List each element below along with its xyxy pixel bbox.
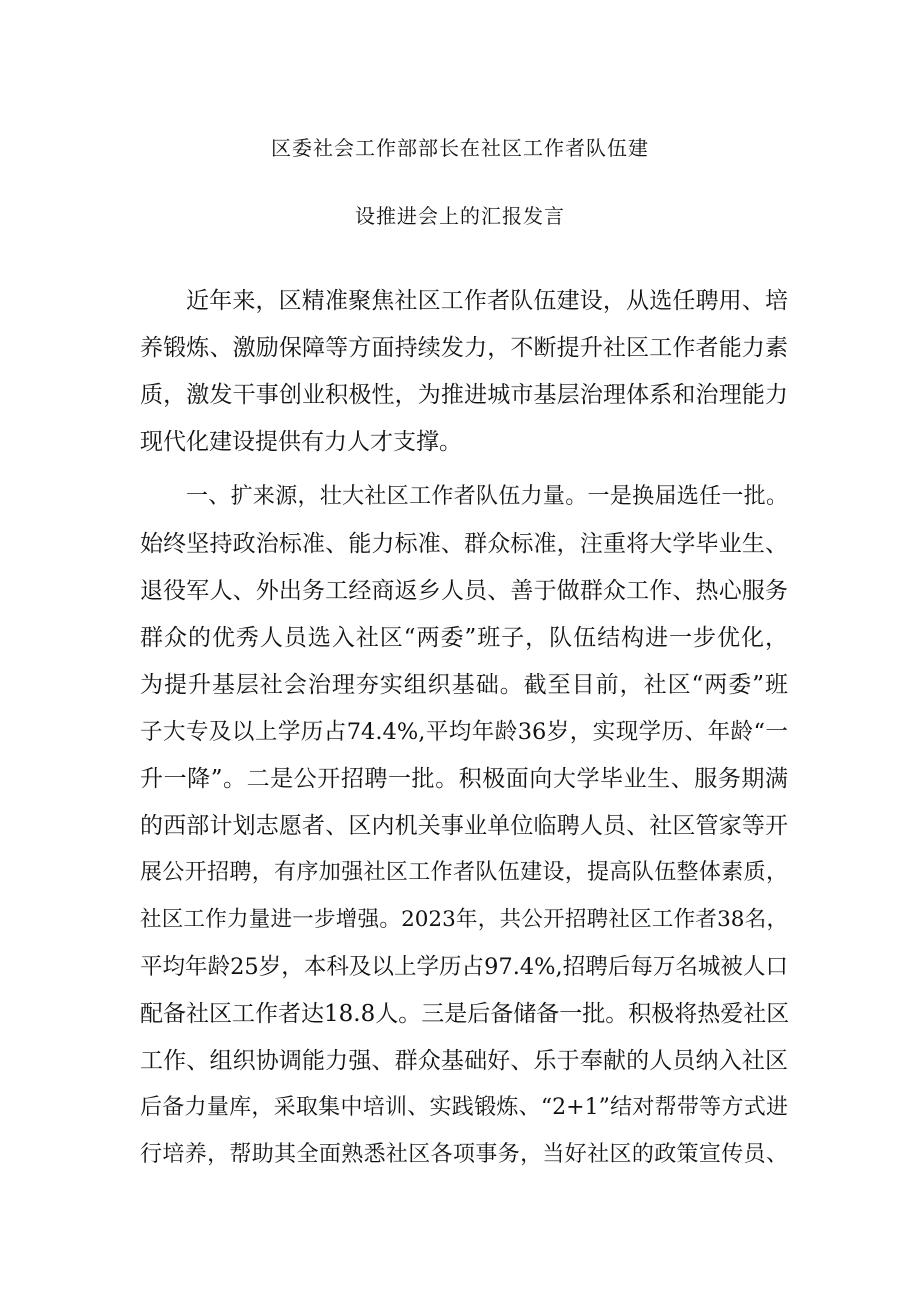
paragraph-1-line: 质，激发干事创业积极性，为推进城市基层治理体系和治理能力 bbox=[140, 382, 788, 408]
paragraph-2-line: 展公开招聘，有序加强社区工作者队伍建设，提高队伍整体素质， bbox=[140, 860, 788, 885]
paragraph-2-line: 行培养，帮助其全面熟悉社区各项事务，当好社区的政策宣传员、 bbox=[140, 1142, 788, 1167]
paragraph-1-line: 近年来，区精准聚焦社区工作者队伍建设，从选任聘用、培 bbox=[186, 288, 788, 314]
paragraph-2-line: 为提升基层社会治理夯实组织基础。截至目前，社区“两委”班 bbox=[140, 672, 788, 698]
paragraph-2-line: 群众的优秀人员选入社区“两委”班子，队伍结构进一步优化， bbox=[140, 625, 788, 651]
paragraph-2-line: 工作、组织协调能力强、群众基础好、乐于奉献的人员纳入社区 bbox=[140, 1048, 788, 1074]
paragraph-2-line: 升一降”。二是公开招聘一批。积极面向大学毕业生、服务期满 bbox=[140, 766, 788, 792]
document-body bbox=[140, 0, 788, 1301]
paragraph-2-line: 始终坚持政治标准、能力标准、群众标准，注重将大学毕业生、 bbox=[140, 531, 788, 557]
paragraph-2-line: 退役军人、外出务工经商返乡人员、善于做群众工作、热心服务 bbox=[140, 578, 788, 604]
document-title-line-1: 区委社会工作部部长在社区工作者队伍建 bbox=[271, 136, 649, 160]
paragraph-1-line: 现代化建设提供有力人才支撑。 bbox=[140, 429, 462, 455]
paragraph-2-line: 的西部计划志愿者、区内机关事业单位临聘人员、社区管家等开 bbox=[140, 813, 788, 839]
paragraph-1-line: 养锻炼、激励保障等方面持续发力，不断提升社区工作者能力素 bbox=[140, 335, 788, 361]
paragraph-2-line: 后备力量库，采取集中培训、实践锻炼、“2+1”结对帮带等方式进 bbox=[140, 1095, 788, 1120]
paragraph-2-line: 平均年龄25岁，本科及以上学历占97.4%,招聘后每万名城被人口 bbox=[140, 954, 788, 980]
paragraph-2-line: 子大专及以上学历占74.4%,平均年龄36岁，实现学历、年龄“一 bbox=[140, 719, 788, 745]
paragraph-2-line: 配备社区工作者达18.8人。三是后备储备一批。积极将热爱社区 bbox=[140, 1001, 790, 1027]
document-title-line-2: 设推进会上的汇报发言 bbox=[355, 204, 565, 228]
paragraph-2-line: 社区工作力量进一步增强。2023年，共公开招聘社区工作者38名， bbox=[140, 907, 788, 932]
paragraph-2-line: 一、扩来源，壮大社区工作者队伍力量。一是换届选任一批。 bbox=[186, 484, 788, 509]
